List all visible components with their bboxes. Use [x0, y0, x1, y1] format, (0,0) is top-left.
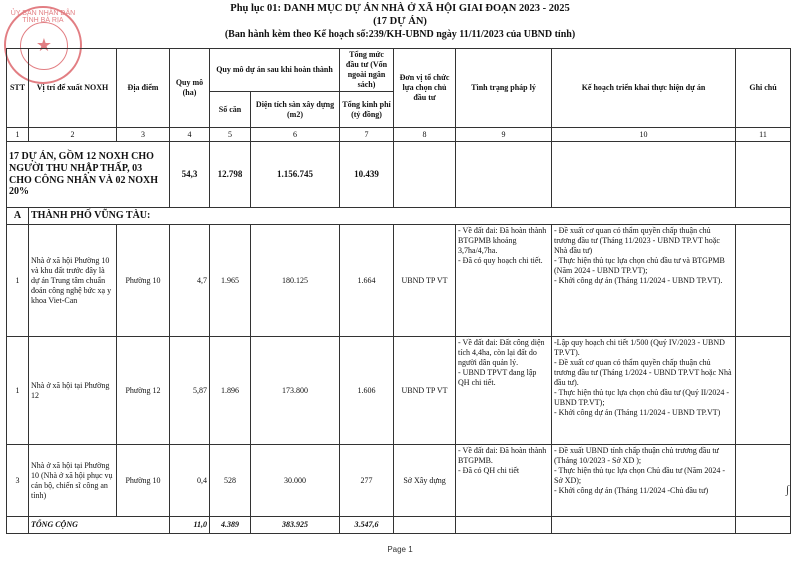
column-number: 6 — [251, 128, 340, 142]
row-kehoach — [552, 225, 736, 337]
col-ghichu: Ghi chú — [736, 49, 791, 128]
row-vitri: Nhà ở xã hội Phường 10 và khu đất trước đây là dự án Trung tâm chuẩn đoán công nghệ bức xạ y khoa Viet-Can — [29, 225, 117, 337]
col-diadiem: Địa điểm — [117, 49, 170, 128]
column-number: 10 — [552, 128, 736, 142]
row-tinhtrang — [456, 225, 552, 337]
margin-mark: ∫ — [786, 484, 790, 496]
row-diadiem: Phường 10 — [117, 225, 170, 337]
project-table — [6, 48, 791, 534]
row-kinhphi: 1.606 — [340, 337, 394, 445]
summary-row — [7, 142, 791, 208]
col-quymo-sau: Quy mô dự án sau khi hoàn thành — [210, 49, 340, 92]
kehoach-line: - Khởi công dự án (Tháng 11/2024 - UBND TP.VT) — [554, 408, 721, 417]
table-row — [7, 225, 791, 337]
kehoach-line: - Thực hiện thủ tục lựa chọn chủ đầu tư và BTGPMB (Năm 2024 - UBND TP.VT); — [554, 256, 725, 275]
empty-cell — [394, 517, 456, 534]
row-tinhtrang — [456, 445, 552, 517]
row-vitri: Nhà ở xã hội tại Phường 12 — [29, 337, 117, 445]
empty-cell — [7, 517, 29, 534]
row-dientich: 30.000 — [251, 445, 340, 517]
tinhtrang-line: - Đã có quy hoạch chi tiết. — [458, 256, 543, 265]
column-number: 9 — [456, 128, 552, 142]
col-tinhtrang: Tình trạng pháp lý — [456, 49, 552, 128]
row-donvi: UBND TP VT — [394, 337, 456, 445]
column-number: 2 — [29, 128, 117, 142]
row-donvi: Sở Xây dựng — [394, 445, 456, 517]
table-row — [7, 337, 791, 445]
section-letter: A — [7, 208, 29, 225]
row-stt: 1 — [7, 225, 29, 337]
document-subtitle: (Ban hành kèm theo Kế hoạch số:239/KH-UBND ngày 11/11/2023 của UBND tỉnh) — [224, 29, 576, 40]
column-number: 4 — [170, 128, 210, 142]
kehoach-line: - Đề xuất cơ quan có thẩm quyền chấp thuận chủ trương đầu tư (Tháng 1/2024 - UBND TP.VT hoặc Nhà đầu tư). — [554, 358, 732, 387]
col-vitri: Vị trí để xuất NOXH — [29, 49, 117, 128]
column-number-row — [7, 128, 791, 142]
kehoach-line: - Đề xuất cơ quan có thẩm quyền chấp thuận chủ trương đầu tư (Tháng 11/2023 - UBND TP.VT hoặc Nhà đầu tư) — [554, 226, 720, 255]
section-name: THÀNH PHỐ VŨNG TÀU: — [29, 208, 791, 225]
summary-quymo: 54,3 — [170, 142, 210, 208]
summary-label: 17 DỰ ÁN, GỒM 12 NOXH CHO NGƯỜI THU NHẬP THẤP, 03 CHO CÔNG NHÂN VÀ 02 NOXH 20% — [7, 142, 170, 208]
kehoach-line: - Khởi công dự án (Tháng 11/2024 -Chủ đầu tư) — [554, 486, 709, 495]
kehoach-line: - Thực hiện thủ tục lựa chọn chủ đầu tư (Quý II/2024 - UBND TP.VT); — [554, 388, 730, 407]
kehoach-line: - Khởi công dự án (Tháng 11/2024 - UBND TP.VT). — [554, 276, 723, 285]
project-count: (17 DỰ ÁN) — [373, 16, 427, 27]
tinhtrang-line: - Về đất đai: Đã hoàn thành BTGPMB khoảng 3,7ha/4,7ha. — [458, 226, 547, 255]
row-dientich: 180.125 — [251, 225, 340, 337]
row-donvi: UBND TP VT — [394, 225, 456, 337]
column-number: 11 — [736, 128, 791, 142]
column-number: 8 — [394, 128, 456, 142]
document-title: Phụ lục 01: DANH MỤC DỰ ÁN NHÀ Ở XÃ HỘI GIAI ĐOẠN 2023 - 2025 — [230, 3, 570, 14]
empty-cell — [736, 142, 791, 208]
empty-cell — [736, 517, 791, 534]
col-tongkinhphi: Tổng kinh phí (tỷ đồng) — [340, 92, 394, 128]
document-header — [0, 2, 800, 41]
row-stt: 3 — [7, 445, 29, 517]
row-tinhtrang — [456, 337, 552, 445]
star-icon: ★ — [35, 35, 53, 55]
empty-cell — [552, 517, 736, 534]
tinhtrang-line: - Về đất đai: Đã hoàn thành BTGPMB. — [458, 446, 547, 465]
empty-cell — [552, 142, 736, 208]
table-row — [7, 445, 791, 517]
col-quymo: Quy mô (ha) — [170, 49, 210, 128]
column-number: 3 — [117, 128, 170, 142]
col-socan: Số căn — [210, 92, 251, 128]
row-ghichu — [736, 445, 791, 517]
empty-cell — [456, 517, 552, 534]
column-number: 7 — [340, 128, 394, 142]
page-number: Page 1 — [387, 545, 413, 554]
total-kinhphi: 3.547,6 — [340, 517, 394, 534]
row-socan: 528 — [210, 445, 251, 517]
total-row — [7, 517, 791, 534]
seal-text: ỦY BAN NHÂN DÂN TỈNH BÀ RỊA — [10, 10, 76, 24]
row-kehoach — [552, 445, 736, 517]
row-stt: 1 — [7, 337, 29, 445]
row-socan: 1.965 — [210, 225, 251, 337]
col-dientich: Diện tích sàn xây dựng (m2) — [251, 92, 340, 128]
row-diadiem: Phường 10 — [117, 445, 170, 517]
row-dientich: 173.800 — [251, 337, 340, 445]
col-donvi: Đơn vị tổ chức lựa chọn chủ đầu tư — [394, 49, 456, 128]
summary-dientich: 1.156.745 — [251, 142, 340, 208]
total-dientich: 383.925 — [251, 517, 340, 534]
row-kinhphi: 1.664 — [340, 225, 394, 337]
col-stt: STT — [7, 49, 29, 128]
total-quymo: 11,0 — [170, 517, 210, 534]
summary-socan: 12.798 — [210, 142, 251, 208]
column-number: 1 — [7, 128, 29, 142]
kehoach-line: - Đề xuất UBND tỉnh chấp thuận chủ trương đầu tư (Tháng 10/2023 - Sở XD ); — [554, 446, 719, 465]
col-tongmuc: Tổng mức đầu tư (Vốn ngoài ngân sách) — [340, 49, 394, 92]
total-socan: 4.389 — [210, 517, 251, 534]
row-ghichu — [736, 337, 791, 445]
row-kinhphi: 277 — [340, 445, 394, 517]
row-diadiem: Phường 12 — [117, 337, 170, 445]
total-label: TỔNG CỘNG — [29, 517, 170, 534]
kehoach-line: -Lập quy hoạch chi tiết 1/500 (Quý IV/2023 - UBND TP.VT). — [554, 338, 725, 357]
summary-kinhphi: 10.439 — [340, 142, 394, 208]
empty-cell — [456, 142, 552, 208]
tinhtrang-line: - UBND TPVT đang lập QH chi tiết. — [458, 368, 537, 387]
kehoach-line: - Thực hiện thủ tục lựa chọn Chủ đầu tư (Năm 2024 - Sở XD); — [554, 466, 726, 485]
row-kehoach — [552, 337, 736, 445]
tinhtrang-line: - Đã có QH chi tiết — [458, 466, 520, 475]
row-socan: 1.896 — [210, 337, 251, 445]
column-number: 5 — [210, 128, 251, 142]
row-quymo: 4,7 — [170, 225, 210, 337]
row-ghichu — [736, 225, 791, 337]
row-quymo: 0,4 — [170, 445, 210, 517]
col-kehoach: Kế hoạch triển khai thực hiện dự án — [552, 49, 736, 128]
empty-cell — [394, 142, 456, 208]
section-row — [7, 208, 791, 225]
row-quymo: 5,87 — [170, 337, 210, 445]
tinhtrang-line: - Về đất đai: Đất công diện tích 4,4ha, còn lại đất do người dân quản lý. — [458, 338, 545, 367]
row-vitri: Nhà ở xã hội tại Phường 10 (Nhà ở xã hội phục vụ cán bộ, chiến sĩ công an tỉnh) — [29, 445, 117, 517]
